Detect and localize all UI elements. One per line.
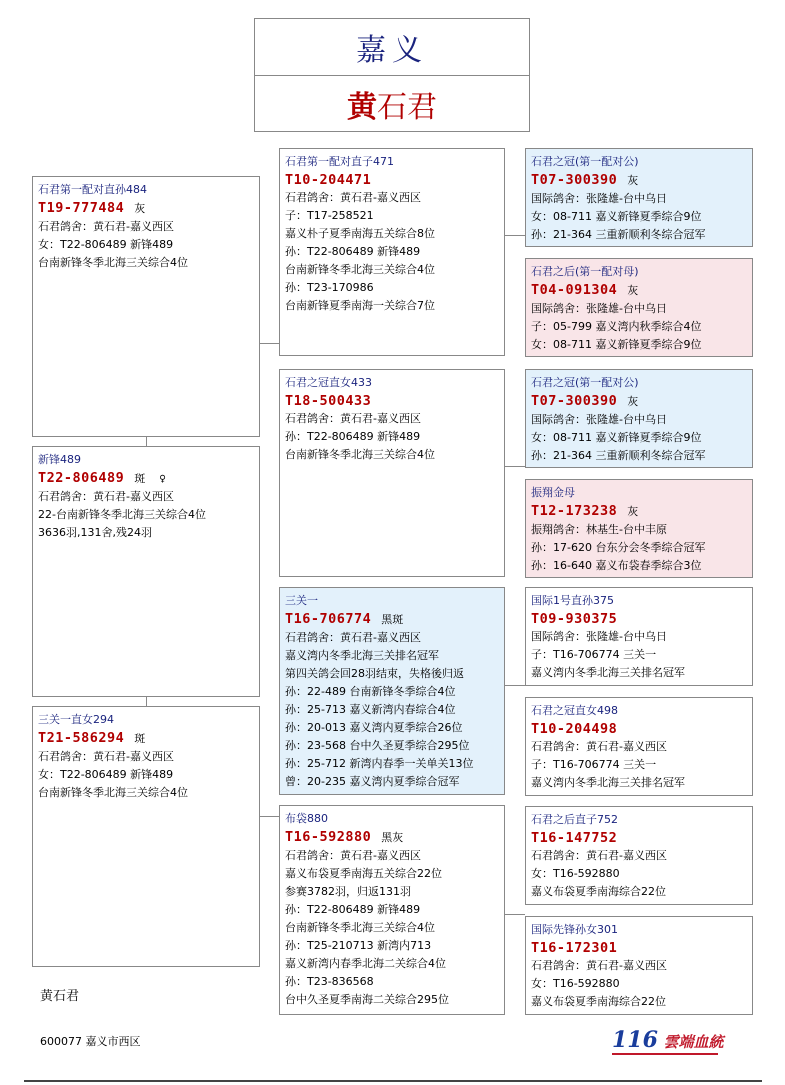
- ring-number: T16-706774 黑斑: [285, 611, 404, 627]
- info-line: 孙：T25-210713 新湾内713: [285, 939, 432, 952]
- connector-line: [259, 816, 279, 817]
- info-line: 参赛3782羽，归返131羽: [285, 885, 411, 898]
- connector-line: [505, 235, 525, 236]
- card-title: 石君之后(第一配对母): [531, 265, 639, 278]
- ring-number: T07-300390 灰: [531, 172, 639, 188]
- card-title: 国际先锋孙女301: [531, 923, 618, 936]
- owner-given-name: 石君: [377, 90, 437, 125]
- info-line: 孙：22-489 台南新锋冬季综合4位: [285, 685, 456, 698]
- logo-number: 116: [612, 1027, 658, 1053]
- info-line: 国际鸽舍：张隆雄-台中乌日: [531, 413, 667, 426]
- footer-owner-name: 黄石君: [40, 989, 80, 1004]
- logo-underline: [612, 1053, 718, 1055]
- pedigree-header: [254, 18, 530, 132]
- card-title: 三关一直女294: [38, 713, 114, 726]
- sex-symbol: ♀: [159, 472, 167, 485]
- card-title: 石君之冠直女433: [285, 376, 372, 389]
- pigeon-card-dam: [279, 369, 505, 577]
- pigeon-card-sire: [279, 148, 505, 356]
- ring-number: T04-091304 灰: [531, 282, 639, 298]
- info-line: 第四关鸽会回28羽结束，失格後归返: [285, 667, 464, 680]
- info-line: 22-台南新锋冬季北海三关综合4位: [38, 508, 206, 521]
- card-title: 石君之后直子752: [531, 813, 618, 826]
- loft-name: 嘉义: [255, 19, 529, 76]
- info-line: 女：T16-592880: [531, 977, 620, 990]
- pigeon-card-left-mid: [32, 446, 260, 697]
- card-title: 石君第一配对直子471: [285, 155, 394, 168]
- pigeon-card-gg2: [525, 258, 753, 357]
- info-line: 台南新锋夏季南海一关综合7位: [285, 299, 435, 312]
- ring-number: T16-147752: [531, 830, 618, 846]
- info-line: 国际鸽舍：张隆雄-台中乌日: [531, 630, 667, 643]
- ring-number: T16-592880 黑灰: [285, 829, 404, 845]
- ring-number: T09-930375: [531, 611, 618, 627]
- color-label: 黑斑: [381, 613, 404, 626]
- info-line: 孙：25-713 嘉义新湾内春综合4位: [285, 703, 456, 716]
- owner-family-name: 黄: [347, 90, 377, 125]
- info-line: 嘉义湾内冬季北海三关排名冠军: [285, 649, 439, 662]
- brand-logo: [612, 1027, 724, 1055]
- info-line: 台南新锋冬季北海三关综合4位: [285, 448, 435, 461]
- info-line: 孙：23-568 台中久圣夏季综合295位: [285, 739, 470, 752]
- pigeon-card-gg1: [525, 148, 753, 247]
- pigeon-card-dam2: [279, 805, 505, 1015]
- info-line: 女：T16-592880: [531, 867, 620, 880]
- card-title: 石君之冠(第一配对公): [531, 376, 639, 389]
- ring-number: T12-173238 灰: [531, 503, 639, 519]
- info-line: 嘉义湾内冬季北海三关排名冠军: [531, 666, 685, 679]
- info-line: 石君鸽舍：黄石君-嘉义西区: [38, 220, 174, 233]
- footer-address: 600077 嘉义市西区: [40, 1035, 141, 1048]
- info-line: 孙：21-364 三重新顺利冬综合冠军: [531, 449, 706, 462]
- info-line: 石君鸽舍：黄石君-嘉义西区: [531, 849, 667, 862]
- info-line: 女：T22-806489 新锋489: [38, 238, 174, 251]
- pigeon-card-left-bot: [32, 706, 260, 967]
- info-line: 石君鸽舍：黄石君-嘉义西区: [38, 490, 174, 503]
- info-line: 石君鸽舍：黄石君-嘉义西区: [285, 849, 421, 862]
- info-line: 嘉义布袋夏季南海综合22位: [531, 885, 666, 898]
- info-line: 孙：20-013 嘉义湾内夏季综合26位: [285, 721, 463, 734]
- color-label: 灰: [627, 174, 639, 187]
- card-title: 国际1号直孙375: [531, 594, 614, 607]
- card-title: 三关一: [285, 594, 318, 607]
- connector-line: [146, 697, 147, 706]
- info-line: 子：T17-258521: [285, 209, 374, 222]
- logo-text: 雲端血統: [663, 1033, 724, 1051]
- info-line: 孙：21-364 三重新顺利冬综合冠军: [531, 228, 706, 241]
- color-label: 黑灰: [381, 831, 404, 844]
- pigeon-card-gg4: [525, 479, 753, 578]
- bottom-divider: [24, 1080, 762, 1082]
- info-line: 子：T16-706774 三关一: [531, 648, 657, 661]
- info-line: 嘉义湾内冬季北海三关排名冠军: [531, 776, 685, 789]
- info-line: 女：08-711 嘉义新锋夏季综合9位: [531, 431, 702, 444]
- info-line: 曾：20-235 嘉义湾内夏季综合冠军: [285, 775, 460, 788]
- ring-number: T18-500433: [285, 393, 372, 409]
- pigeon-card-gg3: [525, 369, 753, 468]
- info-line: 孙：T22-806489 新锋489: [285, 430, 421, 443]
- ring-number: T19-777484 灰: [38, 200, 146, 216]
- info-line: 孙：T22-806489 新锋489: [285, 245, 421, 258]
- card-title: 新锋489: [38, 453, 81, 466]
- info-line: 台南新锋冬季北海三关综合4位: [285, 263, 435, 276]
- color-label: 灰: [134, 202, 146, 215]
- info-line: 国际鸽舍：张隆雄-台中乌日: [531, 302, 667, 315]
- pigeon-card-left-top: [32, 176, 260, 437]
- info-line: 女：08-711 嘉义新锋夏季综合9位: [531, 210, 702, 223]
- color-label: 灰: [627, 395, 639, 408]
- info-line: 孙：25-712 新湾内春季一关单关13位: [285, 757, 474, 770]
- info-line: 孙：T23-170986: [285, 281, 374, 294]
- info-line: 石君鸽舍：黄石君-嘉义西区: [38, 750, 174, 763]
- info-line: 石君鸽舍：黄石君-嘉义西区: [531, 740, 667, 753]
- info-line: 国际鸽舍：张隆雄-台中乌日: [531, 192, 667, 205]
- pigeon-card-gg5: [525, 587, 753, 686]
- info-line: 孙：T22-806489 新锋489: [285, 903, 421, 916]
- connector-line: [505, 685, 525, 686]
- info-line: 女：08-711 嘉义新锋夏季综合9位: [531, 338, 702, 351]
- pigeon-card-gg8: [525, 916, 753, 1015]
- info-line: 台南新锋冬季北海三关综合4位: [38, 786, 188, 799]
- info-line: 孙：T23-836568: [285, 975, 374, 988]
- info-line: 3636羽,131舍,残24羽: [38, 526, 152, 539]
- info-line: 嘉义布袋夏季南海五关综合22位: [285, 867, 442, 880]
- info-line: 振翔鸽舍：林基生-台中丰原: [531, 523, 667, 536]
- card-title: 石君之冠(第一配对公): [531, 155, 639, 168]
- connector-line: [146, 437, 147, 446]
- pigeon-card-gg6: [525, 697, 753, 796]
- info-line: 石君鸽舍：黄石君-嘉义西区: [285, 631, 421, 644]
- ring-number: T10-204498: [531, 721, 618, 737]
- color-label: 斑: [134, 732, 146, 745]
- info-line: 石君鸽舍：黄石君-嘉义西区: [531, 959, 667, 972]
- ring-number: T07-300390 灰: [531, 393, 639, 409]
- info-line: 孙：17-620 台东分会冬季综合冠军: [531, 541, 706, 554]
- info-line: 台南新锋冬季北海三关综合4位: [38, 256, 188, 269]
- info-line: 嘉义布袋夏季南海综合22位: [531, 995, 666, 1008]
- ring-number: T16-172301: [531, 940, 618, 956]
- card-title: 振翔金母: [531, 486, 575, 499]
- card-title: 石君之冠直女498: [531, 704, 618, 717]
- owner-name: [255, 76, 529, 132]
- info-line: 台南新锋冬季北海三关综合4位: [285, 921, 435, 934]
- card-title: 布袋880: [285, 812, 328, 825]
- info-line: 子：05-799 嘉义湾内秋季综合4位: [531, 320, 702, 333]
- pigeon-card-sire2: [279, 587, 505, 795]
- card-title: 石君第一配对直孙484: [38, 183, 147, 196]
- info-line: 女：T22-806489 新锋489: [38, 768, 174, 781]
- connector-line: [505, 466, 525, 467]
- info-line: 台中久圣夏季南海二关综合295位: [285, 993, 449, 1006]
- ring-number: T10-204471: [285, 172, 372, 188]
- pigeon-card-gg7: [525, 806, 753, 905]
- ring-number: T22-806489 斑 ♀: [38, 470, 167, 486]
- info-line: 孙：16-640 嘉义布袋春季综合3位: [531, 559, 702, 572]
- connector-line: [505, 914, 525, 915]
- connector-line: [259, 343, 279, 344]
- info-line: 石君鸽舍：黄石君-嘉义西区: [285, 412, 421, 425]
- color-label: 斑: [134, 472, 146, 485]
- color-label: 灰: [627, 284, 639, 297]
- info-line: 嘉义朴子夏季南海五关综合8位: [285, 227, 435, 240]
- ring-number: T21-586294 斑: [38, 730, 146, 746]
- info-line: 嘉义新湾内春季北海二关综合4位: [285, 957, 446, 970]
- color-label: 灰: [627, 505, 639, 518]
- info-line: 石君鸽舍：黄石君-嘉义西区: [285, 191, 421, 204]
- info-line: 子：T16-706774 三关一: [531, 758, 657, 771]
